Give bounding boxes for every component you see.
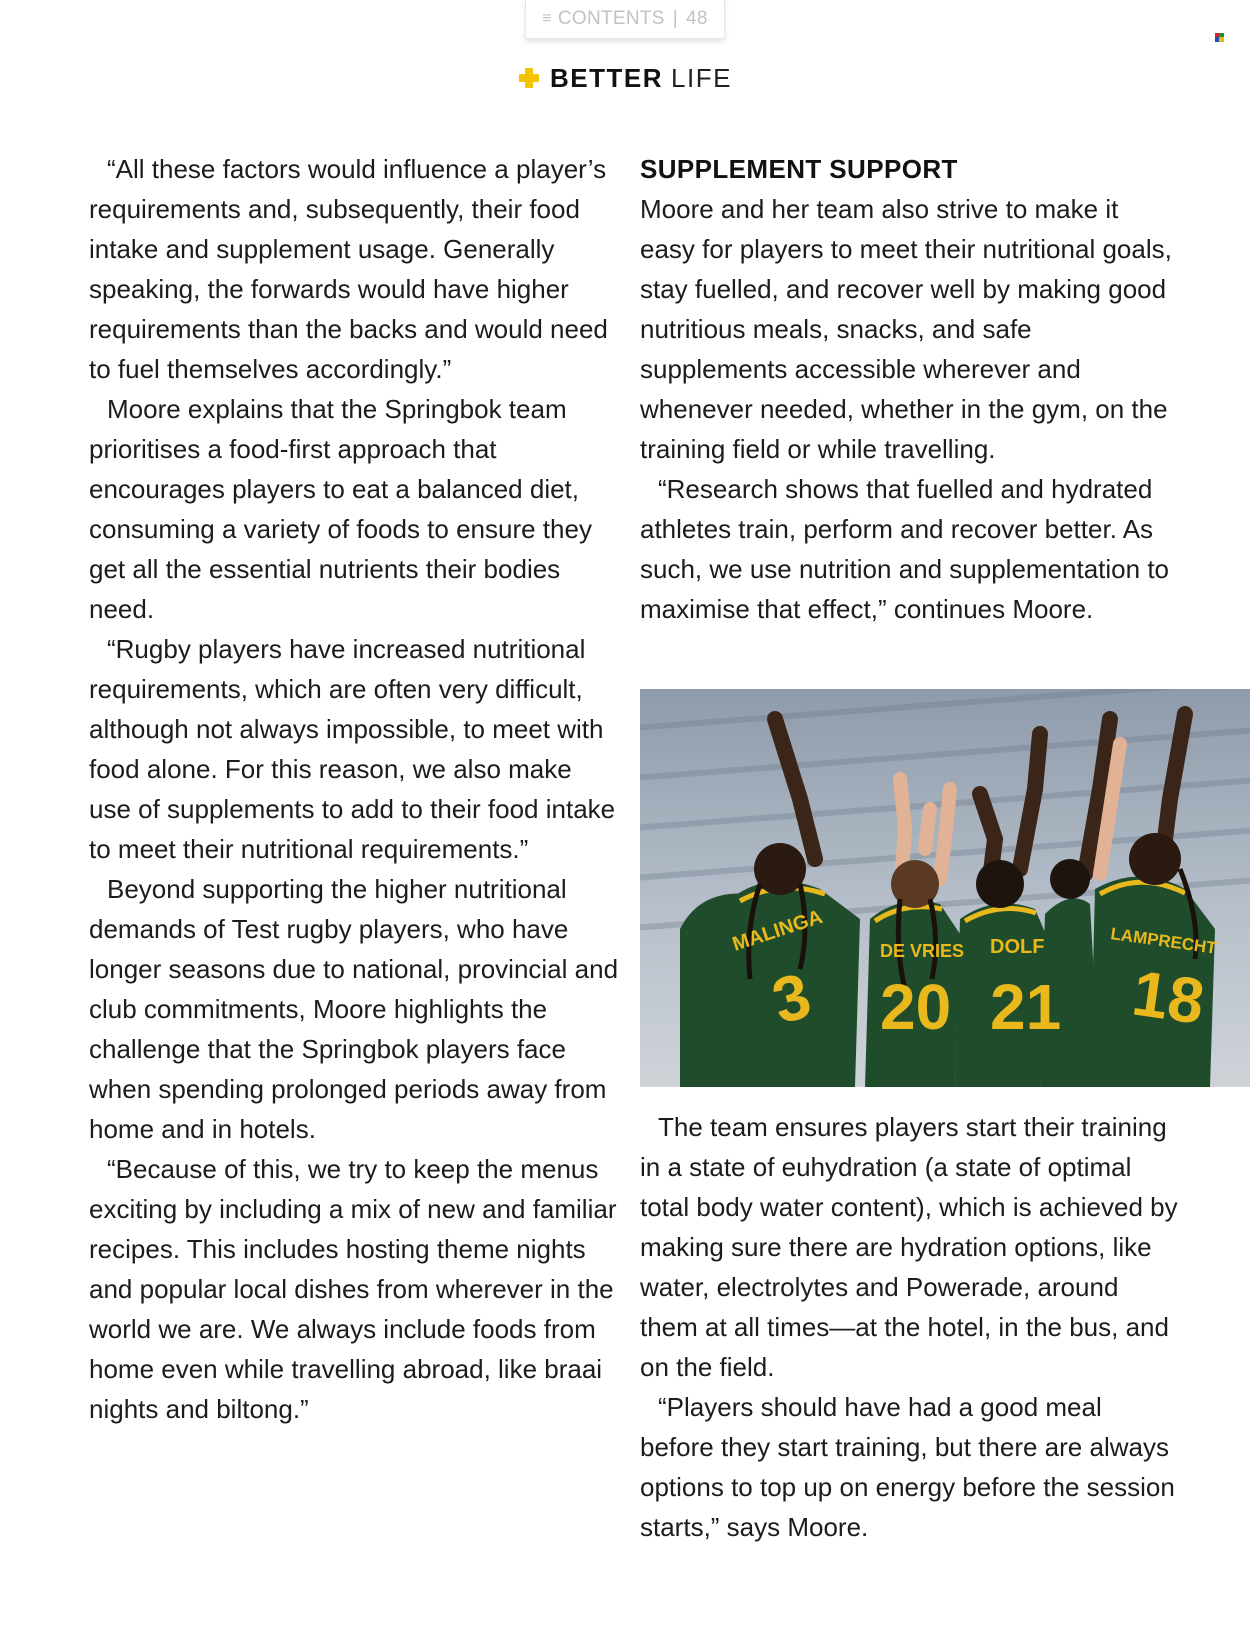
paragraph: “All these factors would influence a player’s requirements and, subsequently, their food intake and supplement usage. Generally speaking, the forwards would have higher requirements than the backs and would need to fuel themselves accordingly.” <box>89 154 608 384</box>
right-column-bottom <box>640 1107 1180 1547</box>
jersey-name: LAMPRECHT <box>1109 924 1218 958</box>
subhead: SUPPLEMENT SUPPORT <box>640 154 958 184</box>
paragraph: Moore and her team also strive to make it easy for players to meet their nutritional goals, stay fuelled, and recover well by making good nutritious meals, snacks, and safe supplements accessible wherever and whenever needed, whether in the gym, on the training field or while travelling. <box>640 194 1172 464</box>
paragraph: The team ensures players start their training in a state of euhydration (a state of optimal total body water content), which is achieved by making sure there are hydration options, like water, electrolytes and Powerade, around them at all times—at the hotel, in the bus, and on the field. <box>640 1112 1178 1382</box>
jersey-number: 3 <box>764 958 819 1038</box>
contents-tab[interactable] <box>525 0 725 39</box>
paragraph: Moore explains that the Springbok team prioritises a food-first approach that encourages players to eat a balanced diet, consuming a variety of foods to ensure they get all the essential nutrients their bodies need. <box>89 394 592 624</box>
plus-icon <box>518 67 540 89</box>
paragraph: “Because of this, we try to keep the menus exciting by including a mix of new and familiar recipes. This includes hosting theme nights and popular local dishes from wherever in the world we are. We always include foods from home even while travelling abroad, like braai nights and biltong.” <box>89 1154 617 1424</box>
team-photo <box>640 689 1250 1087</box>
page-number: 48 <box>686 8 708 29</box>
team-photo-illustration <box>640 689 1250 1087</box>
corner-mark-icon <box>1215 33 1224 42</box>
separator: | <box>672 8 679 29</box>
left-column <box>89 149 619 1429</box>
paragraph: “Research shows that fuelled and hydrated athletes train, perform and recover better. As such, we use nutrition and supplementation to maximise that effect,” continues Moore. <box>640 474 1170 624</box>
jersey-name: MALINGA <box>729 905 826 956</box>
jersey-name: DE VRIES <box>880 941 965 961</box>
paragraph: Beyond supporting the higher nutritional demands of Test rugby players, who have longer seasons due to national, provincial and club commitments, Moore highlights the challenge that the Springbok players face when spending prolonged periods away from home and in hotels. <box>89 874 619 1144</box>
section-title-light: LIFE <box>671 63 732 93</box>
contents-label: CONTENTS <box>557 8 665 29</box>
menu-icon: ≡ <box>542 10 552 27</box>
paragraph: “Rugby players have increased nutritional requirements, which are often very difficult, although not always impossible, to meet with food alone. For this reason, we also make use of supplements to add to their food intake to meet their nutritional requirements.” <box>89 634 616 864</box>
jersey-name: DOLF <box>990 936 1045 958</box>
jersey-number: 20 <box>880 971 952 1043</box>
jersey-number: 18 <box>1128 956 1209 1038</box>
section-title-bold: BETTER <box>550 63 664 93</box>
jersey-number: 21 <box>990 971 1062 1043</box>
paragraph: “Players should have had a good meal before they start training, but there are always options to top up on energy before the session starts,” says Moore. <box>640 1392 1175 1542</box>
section-header <box>0 63 1250 94</box>
right-column-top <box>640 149 1180 629</box>
